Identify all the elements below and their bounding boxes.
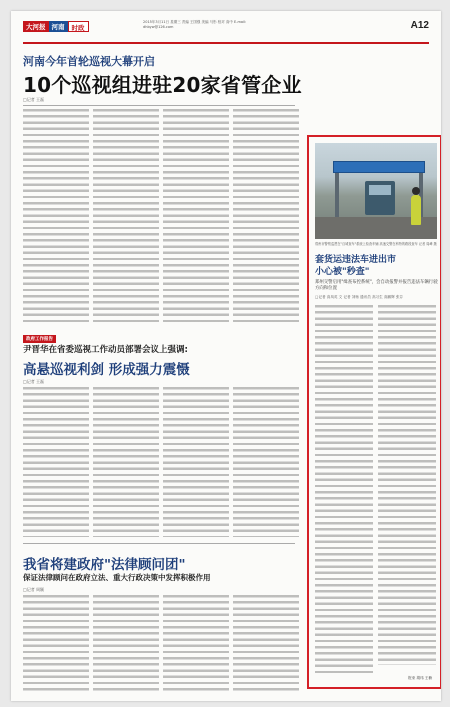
bottom-article-column-4 xyxy=(233,595,299,691)
divider xyxy=(23,105,295,106)
middle-article-byline: □记者 王磊 xyxy=(23,379,45,384)
headline-line-2: 小心被"秒查" xyxy=(315,266,370,277)
middle-article-column-3 xyxy=(163,387,229,537)
section-tag: 政府工作报告 xyxy=(23,335,56,343)
top-article-column-1 xyxy=(23,109,89,325)
checkpoint-gantry xyxy=(333,161,425,173)
top-article-kicker: 河南今年首轮巡视大幕开启 xyxy=(23,55,155,68)
top-article-byline: □记者 王磊 xyxy=(23,97,45,102)
highlighted-article-column-2 xyxy=(378,305,436,665)
highlighted-article-byline: □记者 高凤英 文 记者 刘杨 通讯员 高习生 高鹏辉 张芬 xyxy=(315,295,404,299)
traffic-officer xyxy=(411,195,421,225)
top-article-column-4 xyxy=(233,109,299,325)
bottom-article-subhead: 保证法律顾问在政府立法、重大行政决策中发挥积极作用 xyxy=(23,573,211,582)
highlighted-article-column-1 xyxy=(315,305,373,673)
middle-article-headline: 高悬巡视利剑 形成强力震慑 xyxy=(23,362,190,378)
bottom-article-headline: 我省将建政府"法律顾问团" xyxy=(23,557,186,573)
divider xyxy=(23,543,295,544)
brand-bar xyxy=(23,21,89,32)
bottom-article-column-3 xyxy=(163,595,229,691)
section-region: 河南 xyxy=(49,21,68,32)
middle-article-column-4 xyxy=(233,387,299,537)
bottom-article-column-1 xyxy=(23,595,89,691)
page-number: A12 xyxy=(410,20,429,31)
photo-caption: 郑州市警察巡逻在"百城查车"系统上检查车辆 高速交警在科特的路段查车 记者 周峰 摄 xyxy=(315,242,437,246)
top-article-column-3 xyxy=(163,109,229,325)
masthead-meta: 2015年3月11日 星期三 责编 王国强 美编 马彤 校对 高中 E-mail: dhbyw@126.com xyxy=(143,20,247,29)
top-article-headline: 10个巡视组进驻20家省管企业 xyxy=(23,73,302,97)
article-sign-off: 报来 胡玮 王楠 xyxy=(408,676,432,680)
highlighted-article-subhead: 郑州交警启用"缉查布控系统"，会自动报警并报告违法车辆行驶方向和位置 xyxy=(315,280,438,291)
section-politics: 时政 xyxy=(68,21,89,32)
middle-article-column-1 xyxy=(23,387,89,537)
brand-logo: 大河报 xyxy=(23,21,49,32)
middle-article-column-2 xyxy=(93,387,159,537)
bottom-article-byline: □记者 周颖 xyxy=(23,587,45,592)
masthead-rule xyxy=(23,42,429,44)
bottom-article-column-2 xyxy=(93,595,159,691)
article-photo xyxy=(315,143,437,239)
masthead xyxy=(23,19,429,41)
headline-line-1: 套货运违法车进出市 xyxy=(315,255,397,265)
highlighted-article-headline xyxy=(315,255,439,278)
middle-article-kicker: 尹晋华在省委巡视工作动员部署会议上强调: xyxy=(23,345,188,355)
highlighted-article xyxy=(307,135,441,689)
newspaper-page xyxy=(11,11,441,701)
top-article-column-2 xyxy=(93,109,159,325)
